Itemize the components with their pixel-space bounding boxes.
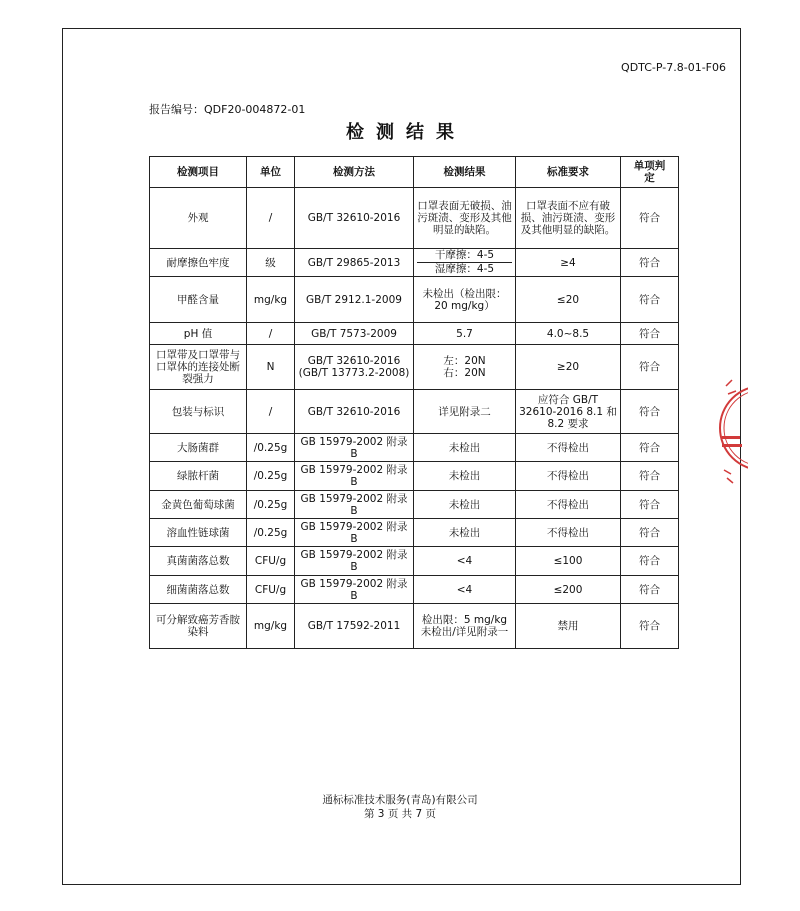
header-unit: 单位 bbox=[247, 157, 295, 188]
cell-method: GB/T 32610-2016 bbox=[295, 188, 414, 249]
cell-method: GB/T 17592-2011 bbox=[295, 604, 414, 649]
cell-method: GB 15979-2002 附录 B bbox=[295, 434, 414, 462]
cell-requirement: 口罩表面不应有破损、油污斑渍、变形及其他明显的缺陷。 bbox=[516, 188, 621, 249]
cell-unit: mg/kg bbox=[247, 277, 295, 323]
result-right: 右：20N bbox=[443, 367, 486, 379]
cell-item: 金黄色葡萄球菌 bbox=[150, 491, 247, 519]
cell-unit: /0.25g bbox=[247, 462, 295, 491]
cell-unit: / bbox=[247, 390, 295, 434]
cell-result bbox=[414, 345, 516, 390]
cell-verdict: 符合 bbox=[621, 188, 679, 249]
table-row bbox=[150, 323, 679, 345]
cell-method: GB/T 7573-2009 bbox=[295, 323, 414, 345]
cell-verdict: 符合 bbox=[621, 462, 679, 491]
results-table bbox=[149, 156, 679, 649]
cell-requirement: 不得检出 bbox=[516, 519, 621, 547]
cell-item: 大肠菌群 bbox=[150, 434, 247, 462]
footer-page-number: 第 3 页 共 7 页 bbox=[363, 808, 437, 820]
cell-unit: mg/kg bbox=[247, 604, 295, 649]
cell-result: 未检出 bbox=[414, 462, 516, 491]
cell-unit: / bbox=[247, 323, 295, 345]
cell-item: 外观 bbox=[150, 188, 247, 249]
cell-result: 未检出 bbox=[414, 491, 516, 519]
cell-result: 口罩表面无破损、油污斑渍、变形及其他明显的缺陷。 bbox=[414, 188, 516, 249]
cell-requirement: 应符合 GB/T 32610-2016 8.1 和 8.2 要求 bbox=[516, 390, 621, 434]
footer-company: 通标标准技术服务(青岛)有限公司 bbox=[322, 794, 478, 806]
cell-item: 耐摩擦色牢度 bbox=[150, 249, 247, 277]
cell-verdict: 符合 bbox=[621, 323, 679, 345]
cell-result: <4 bbox=[414, 576, 516, 604]
table-row bbox=[150, 519, 679, 547]
cell-unit: /0.25g bbox=[247, 491, 295, 519]
cell-verdict: 符合 bbox=[621, 547, 679, 576]
table-row bbox=[150, 547, 679, 576]
page-title: 检测结果 bbox=[346, 122, 466, 143]
cell-method: GB/T 32610-2016 (GB/T 13773.2-2008) bbox=[295, 345, 414, 390]
result-left: 左：20N bbox=[443, 355, 486, 367]
report-number: 报告编号：QDF20-004872-01 bbox=[149, 103, 306, 116]
cell-verdict: 符合 bbox=[621, 345, 679, 390]
cell-item: 包装与标识 bbox=[150, 390, 247, 434]
document-code: QDTC-P-7.8-01-F06 bbox=[621, 61, 726, 74]
cell-unit: / bbox=[247, 188, 295, 249]
cell-requirement: 4.0~8.5 bbox=[516, 323, 621, 345]
cell-method: GB/T 32610-2016 bbox=[295, 390, 414, 434]
cell-result: 详见附录二 bbox=[414, 390, 516, 434]
cell-requirement: 不得检出 bbox=[516, 462, 621, 491]
result-wet: 湿摩擦：4-5 bbox=[434, 263, 495, 275]
cell-method: GB 15979-2002 附录 B bbox=[295, 519, 414, 547]
cell-requirement: ≥4 bbox=[516, 249, 621, 277]
cell-method: GB 15979-2002 附录 B bbox=[295, 491, 414, 519]
header-result: 检测结果 bbox=[414, 157, 516, 188]
cell-requirement: ≥20 bbox=[516, 345, 621, 390]
cell-verdict: 符合 bbox=[621, 519, 679, 547]
stamp-icon bbox=[718, 358, 748, 498]
cell-verdict: 符合 bbox=[621, 491, 679, 519]
cell-unit: 级 bbox=[247, 249, 295, 277]
cell-verdict: 符合 bbox=[621, 604, 679, 649]
cell-unit: N bbox=[247, 345, 295, 390]
result-dry: 干摩擦：4-5 bbox=[417, 249, 512, 263]
cell-unit: CFU/g bbox=[247, 547, 295, 576]
table-row bbox=[150, 604, 679, 649]
cell-item: 绿脓杆菌 bbox=[150, 462, 247, 491]
cell-method: GB 15979-2002 附录 B bbox=[295, 547, 414, 576]
cell-verdict: 符合 bbox=[621, 277, 679, 323]
table-row bbox=[150, 277, 679, 323]
cell-requirement: ≤100 bbox=[516, 547, 621, 576]
cell-method: GB/T 2912.1-2009 bbox=[295, 277, 414, 323]
cell-item: pH 值 bbox=[150, 323, 247, 345]
cell-item: 口罩带及口罩带与口罩体的连接处断裂强力 bbox=[150, 345, 247, 390]
cell-result: 5.7 bbox=[414, 323, 516, 345]
cell-requirement: ≤200 bbox=[516, 576, 621, 604]
cell-item: 可分解致癌芳香胺染料 bbox=[150, 604, 247, 649]
table-row bbox=[150, 249, 679, 277]
cell-requirement: 禁用 bbox=[516, 604, 621, 649]
cell-item: 细菌菌落总数 bbox=[150, 576, 247, 604]
header-verdict: 单项判定 bbox=[621, 157, 679, 188]
cell-verdict: 符合 bbox=[621, 434, 679, 462]
cell-unit: CFU/g bbox=[247, 576, 295, 604]
header-requirement: 标准要求 bbox=[516, 157, 621, 188]
cell-result-split bbox=[414, 249, 516, 277]
cell-method: GB 15979-2002 附录 B bbox=[295, 462, 414, 491]
cell-verdict: 符合 bbox=[621, 576, 679, 604]
header-item: 检测项目 bbox=[150, 157, 247, 188]
cell-requirement: 不得检出 bbox=[516, 491, 621, 519]
table-header-row bbox=[150, 157, 679, 188]
cell-unit: /0.25g bbox=[247, 519, 295, 547]
table-row bbox=[150, 576, 679, 604]
cell-verdict: 符合 bbox=[621, 390, 679, 434]
header-method: 检测方法 bbox=[295, 157, 414, 188]
cell-item: 甲醛含量 bbox=[150, 277, 247, 323]
cell-method: GB 15979-2002 附录 B bbox=[295, 576, 414, 604]
cell-result: 未检出 bbox=[414, 434, 516, 462]
cell-method: GB/T 29865-2013 bbox=[295, 249, 414, 277]
table-row bbox=[150, 188, 679, 249]
cell-item: 溶血性链球菌 bbox=[150, 519, 247, 547]
table-row bbox=[150, 345, 679, 390]
cell-requirement: ≤20 bbox=[516, 277, 621, 323]
table-row bbox=[150, 462, 679, 491]
table-row bbox=[150, 434, 679, 462]
cell-verdict: 符合 bbox=[621, 249, 679, 277]
cell-requirement: 不得检出 bbox=[516, 434, 621, 462]
cell-result: 检出限：5 mg/kg 未检出/详见附录一 bbox=[414, 604, 516, 649]
cell-result: 未检出 bbox=[414, 519, 516, 547]
table-row bbox=[150, 390, 679, 434]
cell-item: 真菌菌落总数 bbox=[150, 547, 247, 576]
cell-unit: /0.25g bbox=[247, 434, 295, 462]
cell-result: 未检出（检出限：20 mg/kg） bbox=[414, 277, 516, 323]
table-row bbox=[150, 491, 679, 519]
cell-result: <4 bbox=[414, 547, 516, 576]
